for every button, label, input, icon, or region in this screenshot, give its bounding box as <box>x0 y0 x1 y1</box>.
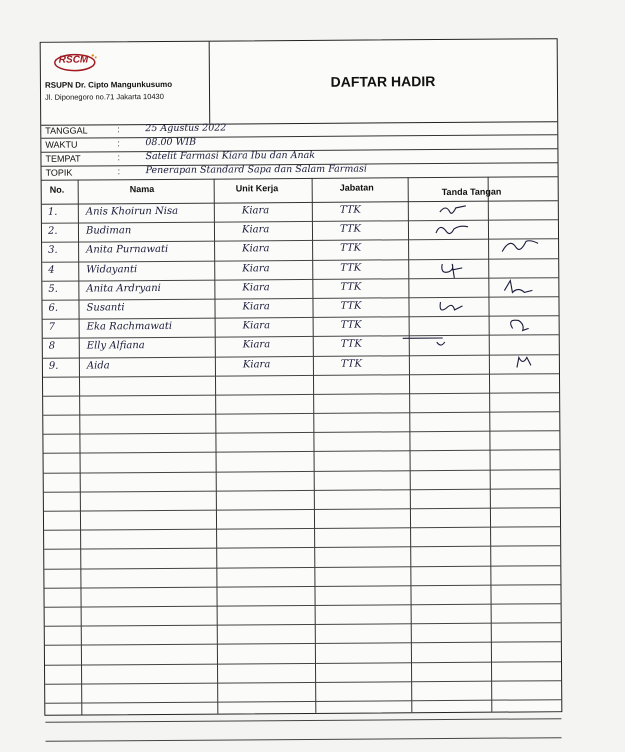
cell-nama: Budiman <box>85 225 132 237</box>
org-name: RSUPN Dr. Cipto Mangunkusumo <box>44 79 173 90</box>
signature-scribble-icon <box>432 240 552 259</box>
signature-scribble-icon <box>432 201 552 220</box>
institution-block <box>41 42 211 125</box>
table-body <box>42 201 562 742</box>
cell-unit: Kiara <box>242 358 271 370</box>
cell-nama: Anita Ardryani <box>86 282 161 295</box>
cell-nama: Aida <box>86 359 110 371</box>
attendance-table <box>42 176 562 742</box>
meta-label: TOPIK <box>45 167 73 178</box>
header-jabatan: Jabatan <box>339 182 374 193</box>
cell-nama: Anis Khoirun Nisa <box>85 205 179 218</box>
meta-colon: : <box>117 124 120 135</box>
meta-label: WAKTU <box>45 139 78 150</box>
form-header <box>41 39 558 126</box>
signature-scribble-icon <box>432 297 552 316</box>
cell-unit: Kiara <box>241 205 270 217</box>
meta-value: Penerapan Standard Sapa dan Salam Farmasi <box>145 163 367 177</box>
header-nama: Nama <box>129 184 155 195</box>
cell-unit: Kiara <box>241 224 270 236</box>
cell-nama: Susanti <box>86 302 125 314</box>
cell-unit: Kiara <box>242 262 270 274</box>
cell-unit: Kiara <box>242 320 271 332</box>
cell-no: 6. <box>48 302 59 314</box>
cell-no: 1. <box>47 206 58 218</box>
cell-nama: Elly Alfiana <box>86 340 145 352</box>
signature-scribble-icon <box>433 336 553 355</box>
meta-value: 08.00 WIB <box>145 136 197 149</box>
meta-colon: : <box>117 138 120 149</box>
cell-nama: Eka Rachmawati <box>86 321 173 333</box>
cell-no: 8 <box>48 341 56 353</box>
meta-colon: : <box>117 166 121 177</box>
meta-value: Satelit Farmasi Kiara Ibu dan Anak <box>145 149 316 163</box>
meta-block <box>41 121 557 181</box>
table-header <box>42 176 558 205</box>
header-ttd: Tanda Tangan <box>441 186 502 198</box>
cell-jabatan: TTK <box>340 319 362 331</box>
signature-scribble-icon <box>432 278 552 297</box>
cell-jabatan: TTK <box>340 242 362 255</box>
attendance-sheet <box>40 38 563 716</box>
cell-jabatan: TTK <box>340 338 362 351</box>
signature-scribble-icon <box>432 259 552 278</box>
cell-jabatan: TTK <box>340 281 362 293</box>
document-title: DAFTAR HADIR <box>330 73 436 90</box>
meta-label: TEMPAT <box>45 153 81 164</box>
table-row-empty <box>45 719 561 742</box>
meta-value: 25 Agustus 2022 <box>145 122 227 135</box>
cell-unit: Kiara <box>242 301 270 313</box>
meta-colon: : <box>117 152 121 163</box>
cell-nama: Widayanti <box>86 263 138 276</box>
cell-jabatan: TTK <box>339 223 362 235</box>
org-address: Jl. Diponegoro no.71 Jakarta 10430 <box>45 91 164 102</box>
cell-unit: Kiara <box>242 281 270 294</box>
cell-unit: Kiara <box>242 243 270 255</box>
signature-scribble-icon <box>433 355 553 374</box>
cell-jabatan: TTK <box>340 300 362 312</box>
header-unit: Unit Kerja <box>235 183 279 194</box>
cell-no: 3. <box>48 245 58 257</box>
logo-text: RSCM <box>58 54 89 66</box>
cell-no: 7 <box>48 321 56 333</box>
cell-no: 2. <box>47 225 58 237</box>
signature-scribble-icon <box>432 220 552 239</box>
cell-no: 4 <box>48 264 55 276</box>
meta-label: TANGGAL <box>45 125 88 136</box>
cell-unit: Kiara <box>242 339 271 351</box>
cell-jabatan: TTK <box>339 204 361 216</box>
cell-nama: Anita Purnawati <box>86 244 169 256</box>
signature-scribble-icon <box>433 316 553 335</box>
header-no: No. <box>49 184 65 195</box>
cell-jabatan: TTK <box>340 358 362 370</box>
cell-no: 9. <box>48 360 59 372</box>
cell-no: 5. <box>48 283 58 295</box>
cell-jabatan: TTK <box>340 262 362 274</box>
